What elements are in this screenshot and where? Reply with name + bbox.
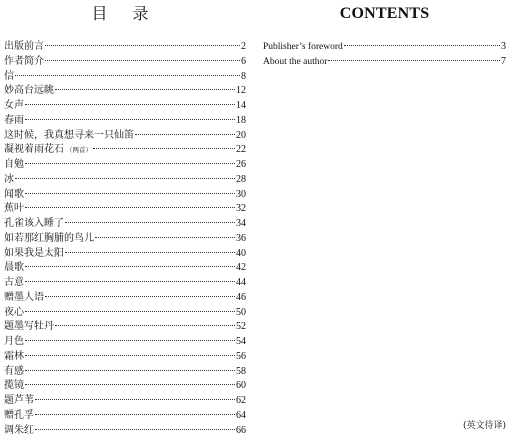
toc-entry-title [4,232,94,247]
toc-entry-title-text: 月色 [4,336,24,347]
toc-entry-title-text: 女声 [4,100,24,111]
toc-entry-page-number: 62 [236,395,246,406]
toc-entry-page-number: 8 [241,70,246,82]
toc-entry[interactable] [4,217,246,232]
toc-entry-title-text: 冰 [4,173,14,185]
dot-leader [25,311,235,312]
toc-entry-page-number: 7 [501,55,506,67]
toc-entry-title [4,247,64,262]
toc-entry[interactable] [263,55,506,70]
dot-leader [55,325,235,326]
toc-entry-title [4,40,44,55]
toc-entry-title-text: 晨歌 [4,262,24,274]
toc-entry-title-text: 夜心 [4,306,24,318]
toc-entry-title [4,99,24,114]
toc-entry-page-number: 20 [236,129,246,141]
dot-leader [55,89,235,90]
dot-leader [35,399,235,400]
toc-entry-page-number: 46 [236,291,246,303]
dot-leader [328,60,500,61]
toc-entry[interactable] [4,55,246,70]
dot-leader [65,252,235,253]
toc-entry-page-number: 18 [236,114,246,126]
toc-entry-page-number: 22 [236,144,246,156]
toc-entry-title [4,70,14,85]
toc-entry-title-text: 妙高台远眺 [4,85,54,97]
toc-entry-page-number: 14 [236,100,246,111]
dot-leader [93,148,235,149]
toc-entry-title-text: 揽镜 [4,380,24,392]
toc-entry[interactable] [4,394,246,409]
toc-entry[interactable] [4,84,246,99]
toc-entry[interactable] [4,158,246,173]
toc-entry[interactable] [263,40,506,55]
toc-entry-title [4,276,24,291]
toc-entry-title [263,40,343,55]
toc-entry-page-number: 66 [236,424,246,436]
toc-entry-page-number: 44 [236,277,246,288]
toc-entry[interactable] [4,70,246,85]
english-contents-heading: CONTENTS [339,5,430,22]
toc-entry-title [4,158,24,173]
toc-entry-page-number: 30 [236,188,246,200]
dot-leader [95,237,235,238]
toc-entry-page-number: 6 [241,55,246,67]
toc-entry-title-text: 作者简介 [4,55,44,67]
dot-leader [25,384,235,385]
dot-leader [45,60,240,61]
toc-entry-page-number: 56 [236,350,246,362]
dot-leader [135,134,235,135]
toc-entry-page-number: 42 [236,262,246,274]
dot-leader [45,45,240,46]
chinese-contents-heading: 目 录 [91,4,159,23]
toc-entry[interactable] [4,365,246,380]
toc-entry-page-number: 36 [236,232,246,244]
chinese-toc-list [4,40,246,438]
toc-entry-title-text: 古意 [4,277,24,288]
toc-entry[interactable] [4,320,246,335]
toc-entry-title [4,394,34,409]
toc-entry[interactable] [4,40,246,55]
dot-leader [25,104,235,105]
toc-entry[interactable] [4,276,246,291]
toc-entry-title [4,306,24,321]
translation-pending-note: (英文待译) [462,421,506,431]
toc-entry-title [4,350,24,365]
toc-entry-title-text: 孔雀该入睡了 [4,218,64,229]
toc-entry[interactable] [4,335,246,350]
toc-entry[interactable] [4,379,246,394]
toc-entry[interactable] [4,306,246,321]
toc-entry-title-text: Publisher’s foreword [263,42,343,52]
dot-leader [15,75,240,76]
toc-entry-title [4,261,24,276]
toc-entry-page-number: 40 [236,247,246,259]
toc-entry-page-number: 34 [236,218,246,229]
toc-entry-title-text: 这时候，我真想寻来一只仙笛 [4,129,134,141]
toc-entry-title [4,129,134,144]
toc-entry-page-number: 3 [501,41,506,52]
dot-leader [45,296,235,297]
toc-entry-title-text: 赠墨人语 [4,291,44,303]
toc-entry-title-text: 赠孔孚 [4,409,34,421]
toc-entry-title [4,173,14,188]
toc-entry[interactable] [4,232,246,247]
toc-entry-title [4,365,24,380]
toc-entry-page-number: 2 [241,41,246,52]
toc-entry-page-number: 54 [236,336,246,347]
toc-entry-title-text: 如果我是太阳 [4,247,64,259]
toc-entry[interactable] [4,114,246,129]
toc-entry-page-number: 12 [236,85,246,97]
dot-leader [15,178,235,179]
toc-entry-title-text: 凝视着雨花石 [4,144,64,156]
dot-leader [65,222,235,223]
toc-entry-page-number: 26 [236,159,246,170]
toc-entry-title [4,114,24,129]
toc-entry-title [4,424,34,438]
toc-entry[interactable] [4,129,246,144]
dot-leader [25,340,235,341]
toc-entry-note: （两首） [66,146,92,155]
toc-entry[interactable] [4,424,246,438]
dot-leader [25,355,235,356]
toc-entry-title [4,55,44,70]
toc-entry-title-text: 春雨 [4,114,24,126]
dot-leader [25,193,235,194]
toc-entry-title [4,291,44,306]
toc-entry-title [4,217,64,232]
toc-entry-title [4,202,24,217]
toc-entry-title-text: 霜林 [4,350,24,362]
toc-entry[interactable] [4,291,246,306]
toc-entry-title [263,55,327,70]
toc-entry-title [4,143,92,158]
toc-entry-page-number: 32 [236,203,246,215]
toc-entry-title [4,409,34,424]
dot-leader [35,429,235,430]
toc-entry-page-number: 28 [236,173,246,185]
dot-leader [35,414,235,415]
toc-entry-page-number: 50 [236,306,246,318]
toc-entry-page-number: 64 [236,409,246,421]
toc-entry-title-text: About the author [263,56,328,67]
toc-entry-page-number: 52 [236,321,246,333]
dot-leader [344,45,500,46]
toc-entry[interactable] [4,202,246,217]
dot-leader [25,207,235,208]
dot-leader [25,119,235,120]
toc-entry[interactable] [4,143,246,158]
toc-entry-title-text: 调朱红 [4,424,34,436]
dot-leader [25,370,235,371]
toc-entry-title-text: 蕉叶 [4,203,24,215]
toc-entry-title-text: 出版前言 [4,41,44,52]
toc-entry-title [4,335,24,350]
toc-entry-title-text: 题墨写牡丹 [4,321,54,333]
toc-entry[interactable] [4,350,246,365]
toc-entry-title-text: 题芦苇 [4,395,34,406]
toc-entry[interactable] [4,261,246,276]
toc-entry-title-text: 如若那红胸脯的鸟儿 [4,232,94,244]
toc-entry-title-text: 有感 [4,365,24,377]
dot-leader [25,266,235,267]
english-toc-list [263,40,506,70]
toc-entry-title [4,188,24,203]
toc-entry-title [4,379,24,394]
toc-entry-title [4,84,54,99]
toc-entry-page-number: 60 [236,380,246,392]
dot-leader [25,163,235,164]
toc-entry-title-text: 闻歌 [4,188,24,200]
toc-entry-title-text: 自勉 [4,159,24,170]
toc-entry[interactable] [4,247,246,262]
toc-entry[interactable] [4,173,246,188]
toc-entry[interactable] [4,99,246,114]
toc-entry-title [4,320,54,335]
toc-entry-title-text: 信 [4,70,14,82]
dot-leader [25,281,235,282]
toc-entry[interactable] [4,188,246,203]
toc-entry[interactable] [4,409,246,424]
toc-entry-page-number: 58 [236,365,246,377]
